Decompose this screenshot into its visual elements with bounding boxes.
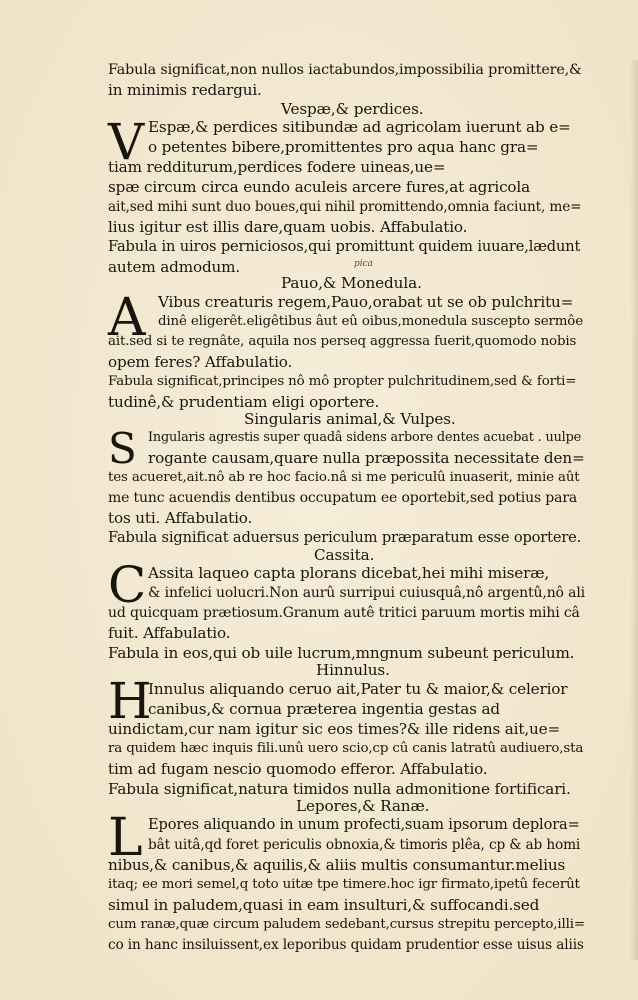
drop-cap: L <box>108 808 143 868</box>
text-line: Fabula significat aduersus periculum præparatum esse oportere. <box>108 529 582 546</box>
text-line: tiam redditurum,perdices fodere uineas,ue= <box>108 158 446 176</box>
text-line: ait.sed si te regnâte, aquila nos perseq aggressa fuerit,quomodo nobis <box>108 334 577 349</box>
text-line: me tunc acuendis dentibus occupatum ee oportebit,sed potius para <box>108 490 578 506</box>
text-line: spæ circum circa eundo aculeis arcere fures,at agricola <box>108 178 531 196</box>
text-line: co in hanc insiluissent,ex leporibus quidam prudentior esse uisus aliis <box>108 937 584 953</box>
fable-title: Pauo,& Monedula. <box>281 274 422 292</box>
fable-title: Singularis animal,& Vulpes. <box>244 410 456 428</box>
text-line: fuit. Affabulatio. <box>108 624 231 642</box>
text-line: ra quidem hæc inquis fili.unû uero scio,cp cû canis latratû audiuero,sta <box>108 741 584 756</box>
fable-title: Cassita. <box>314 546 375 564</box>
text-line: Fabula significat,non nullos iactabundos,impossibilia promittere,& <box>108 62 582 78</box>
text-line: dinê eligerêt.eligêtibus âut eû oibus,monedula suscepto sermôe <box>158 314 583 329</box>
text-line: bât uitâ,qd foret periculis obnoxia,& timoris plêa, cp & ab homi <box>148 837 581 853</box>
fable-title: Vespæ,& perdices. <box>281 100 424 118</box>
drop-cap: H <box>108 672 152 730</box>
drop-cap: C <box>108 556 147 614</box>
text-line: Espæ,& perdices sitibundæ ad agricolam iuerunt ab e= <box>148 118 571 136</box>
text-line: lius igitur est illis dare,quam uobis. Affabulatio. <box>108 218 468 236</box>
text-line: Innulus aliquando ceruo ait,Pater tu & maior,& celerior <box>148 680 568 698</box>
text-line: Fabula in uiros perniciosos,qui promittunt quidem iuuare,lædunt <box>108 238 581 255</box>
text-line: ud quicquam prætiosum.Granum autê tritici paruum mortis mihi câ <box>108 605 580 621</box>
text-line: tos uti. Affabulatio. <box>108 509 253 527</box>
drop-cap: S <box>108 424 137 473</box>
text-line: tudinê,& prudentiam eligi oportere. <box>108 393 380 411</box>
text-line: in minimis redargui. <box>108 81 262 99</box>
text-line: simul in paludem,quasi in eam insulturi,& suffocandi.sed <box>108 896 540 914</box>
margin-note: pica <box>354 259 374 269</box>
text-line: Ingularis agrestis super quadâ sidens arbore dentes acuebat . uulpe <box>148 430 582 445</box>
text-line: nibus,& canibus,& aquilis,& aliis multis consumantur.melius <box>108 856 566 874</box>
text-line: tes acueret,ait.nô ab re hoc facio.nâ si me periculû inuaserit, minie aût <box>108 470 580 485</box>
drop-cap: A <box>108 288 146 348</box>
fable-title: Hinnulus. <box>316 661 390 679</box>
text-line: rogante causam,quare nulla præpossita necessitate den= <box>148 449 585 467</box>
text-line: tim ad fugam nescio quomodo efferor. Affabulatio. <box>108 760 488 778</box>
text-line: canibus,& cornua præterea ingentia gestas ad <box>148 700 500 718</box>
text-line: Fabula in eos,qui ob uile lucrum,mngnum subeunt periculum. <box>108 644 575 662</box>
text-line: ait,sed mihi sunt duo boues,qui nihil promittendo,omnia faciunt, me= <box>108 199 582 215</box>
drop-cap: V <box>108 113 145 171</box>
text-line: Vibus creaturis regem,Pauo,orabat ut se ob pulchritu= <box>158 293 574 311</box>
text-line: Fabula significat,natura timidos nulla admonitione fortificari. <box>108 780 571 798</box>
fable-title: Lepores,& Ranæ. <box>296 797 430 815</box>
text-line: uindictam,cur nam igitur sic eos times?& ille ridens ait,ue= <box>108 720 561 738</box>
text-line: Epores aliquando in unum profecti,suam ipsorum deplora= <box>148 816 580 833</box>
text-line: cum ranæ,quæ circum paludem sedebant,cursus strepitu percepto,illi= <box>108 917 585 932</box>
text-line: Assita laqueo capta plorans dicebat,hei mihi miseræ, <box>148 564 550 582</box>
text-line: autem admodum. <box>108 258 241 276</box>
text-line: opem feres? Affabulatio. <box>108 353 293 371</box>
text-line: itaq; ee mori semel,q toto uitæ tpe timere.hoc igr firmato,ipetû fecerût <box>108 877 580 892</box>
text-line: Fabula significat,principes nô mô propter pulchritudinem,sed & forti= <box>108 374 577 389</box>
text-line: o petentes bibere,promittentes pro aqua hanc gra= <box>148 138 539 156</box>
text-line: & infelici uolucri.Non aurû surripui cuiusquâ,nô argentû,nô ali <box>148 585 585 601</box>
